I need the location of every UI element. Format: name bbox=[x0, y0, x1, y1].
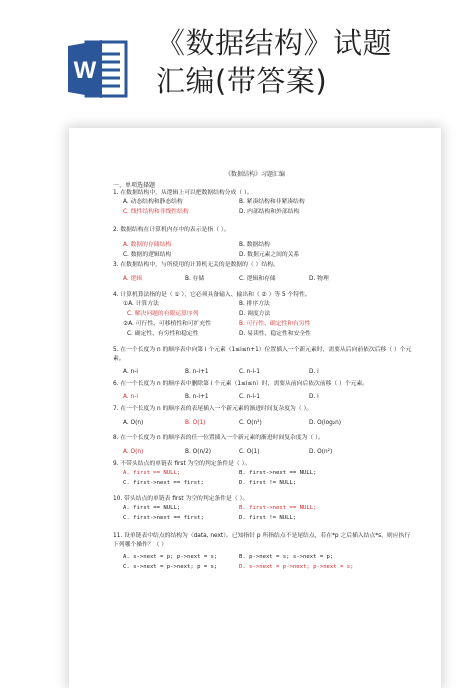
question-stem: 2. 数据结构在计算机内存中的表示是指（ ）。 bbox=[113, 227, 230, 233]
question-9 bbox=[113, 460, 413, 489]
question-stem: 10. 带头结点的单链表 first 为空的判定条件是（ ）。 bbox=[113, 496, 249, 502]
answer-option: A. 逻辑 bbox=[123, 276, 143, 282]
option: B. 数据结构 bbox=[239, 242, 270, 248]
question-4 bbox=[113, 291, 413, 340]
question-stem: 3. 在数据结构中，与所使用的计算机无关的是数据的（ ）结构。 bbox=[113, 262, 279, 268]
answer-option: B. first->next == NULL; bbox=[239, 505, 317, 511]
option: D. 物理 bbox=[309, 276, 329, 282]
option: B. 存储 bbox=[185, 276, 205, 282]
option: B. first->next == NULL; bbox=[239, 470, 317, 476]
option: D. 内部结构和外部结构 bbox=[239, 209, 300, 215]
answer-option: A. n-i bbox=[123, 394, 138, 400]
question-5 bbox=[113, 346, 413, 378]
option: C. 数据的逻辑结构 bbox=[123, 252, 172, 258]
svg-text:W: W bbox=[73, 57, 97, 84]
question-3 bbox=[113, 261, 413, 285]
option: D. O(log₂n) bbox=[309, 420, 342, 426]
option: C. first->next == first; bbox=[123, 515, 204, 521]
answer-option: C. 解决问题的有限运算序列 bbox=[127, 311, 199, 317]
answer-option: D. s->next = p->next; p->next = s; bbox=[239, 564, 354, 570]
option: C. O(n²) bbox=[239, 420, 262, 426]
question-8 bbox=[113, 434, 413, 458]
question-2 bbox=[113, 226, 413, 261]
document-title bbox=[156, 24, 466, 100]
word-icon bbox=[66, 38, 128, 100]
option: A. 动态结构和静态结构 bbox=[123, 199, 183, 205]
option: A. s->next = p; p->next = s; bbox=[123, 554, 218, 560]
document-title-line2: 汇编(带答案) bbox=[156, 64, 328, 98]
option: B. p->next = s; s->next = p; bbox=[239, 554, 334, 560]
option: D. first != NULL; bbox=[239, 515, 297, 521]
question-stem: 7. 在一个长度为 n 的顺序表的表尾插入一个新元素的渐进时间复杂度为（ ）。 bbox=[113, 406, 313, 412]
option: D. 调度方法 bbox=[239, 311, 271, 317]
option: B. n-i+1 bbox=[185, 394, 209, 400]
option: C. n-i-1 bbox=[239, 369, 260, 375]
question-7 bbox=[113, 405, 413, 429]
question-stem: 11. 设单链表中结点的结构为（data, next）。已知指针 p 所指结点不是尾结点，若在*p 之后插入结点*s，则应执行下列哪个操作？（ ） bbox=[113, 533, 411, 548]
option: ①A. 计算方法 bbox=[123, 301, 159, 307]
answer-option: B. 可行性、确定性和有穷性 bbox=[239, 321, 311, 327]
question-stem: 4. 计算机算法指的是（ ① ），它必须具备输入、输出和（ ② ）等 5 个特性。 bbox=[113, 292, 311, 298]
option: D. i bbox=[309, 394, 319, 400]
question-stem: 1. 在数据结构中，从逻辑上可以把数据结构分成（ ）。 bbox=[113, 190, 253, 196]
answer-option: B. O(1) bbox=[185, 420, 206, 426]
option: A. n-i bbox=[123, 369, 138, 375]
option: C. O(1) bbox=[239, 449, 260, 455]
question-6 bbox=[113, 380, 413, 403]
page-heading: 《数据结构》习题汇编 bbox=[224, 171, 285, 178]
answer-option: C. 线性结构和非线性结构 bbox=[123, 209, 189, 215]
section-heading: 一、单项选择题 bbox=[113, 182, 156, 189]
answer-option: A. 数据的存储结构 bbox=[123, 242, 172, 248]
option: ②A. 可行性、可移植性和可扩充性 bbox=[123, 321, 212, 327]
document-page bbox=[69, 128, 441, 688]
option: B. O(n/2) bbox=[185, 449, 212, 455]
option: D. first != NULL; bbox=[239, 480, 297, 486]
option: C. 逻辑和存储 bbox=[239, 276, 276, 282]
question-stem: 6. 在一个长度为 n 的顺序表中删除第 i 个元素（1≤i≤n）时，需要从前向后依次前移（ ）个元素。 bbox=[113, 381, 369, 387]
question-11 bbox=[113, 532, 413, 573]
option: C. n-i-1 bbox=[239, 394, 260, 400]
option: D. i bbox=[309, 369, 319, 375]
question-stem: 8. 在一个长度为 n 的顺序表的任一位置插入一个新元素的渐进时间复杂度为（ ）。 bbox=[113, 435, 324, 441]
document-title-line1: 《数据结构》试题 bbox=[156, 26, 393, 60]
option: D. O(n²) bbox=[309, 449, 333, 455]
option: D. 易读性、稳定性和安全性 bbox=[239, 331, 311, 337]
answer-option: A. first == NULL; bbox=[123, 470, 181, 476]
option: C. s->next = p->next; p = s; bbox=[123, 564, 218, 570]
option: B. n-i+1 bbox=[185, 369, 209, 375]
option: A. O(n) bbox=[123, 420, 144, 426]
option: B. 排序方法 bbox=[239, 301, 270, 307]
question-stem: 9. 不带头结点的单链表 first 为空的判定条件是（ ）。 bbox=[113, 461, 251, 467]
option: C. 确定性、有穷性和稳定性 bbox=[127, 331, 199, 337]
option: B. 紧凑结构和非紧凑结构 bbox=[239, 199, 305, 205]
question-stem: 5. 在一个长度为 n 的顺序表中向第 i 个元素（1≤i≤n+1）位置插入一个新元素时，需要从后向前依次后移（ ）个元素。 bbox=[113, 347, 412, 362]
option: C. first->next == first; bbox=[123, 480, 204, 486]
question-1 bbox=[113, 189, 413, 218]
option: D. 数据元素之间的关系 bbox=[239, 252, 300, 258]
question-10 bbox=[113, 495, 413, 524]
option: A. first == NULL; bbox=[123, 505, 181, 511]
answer-option: A. O(n) bbox=[123, 449, 144, 455]
